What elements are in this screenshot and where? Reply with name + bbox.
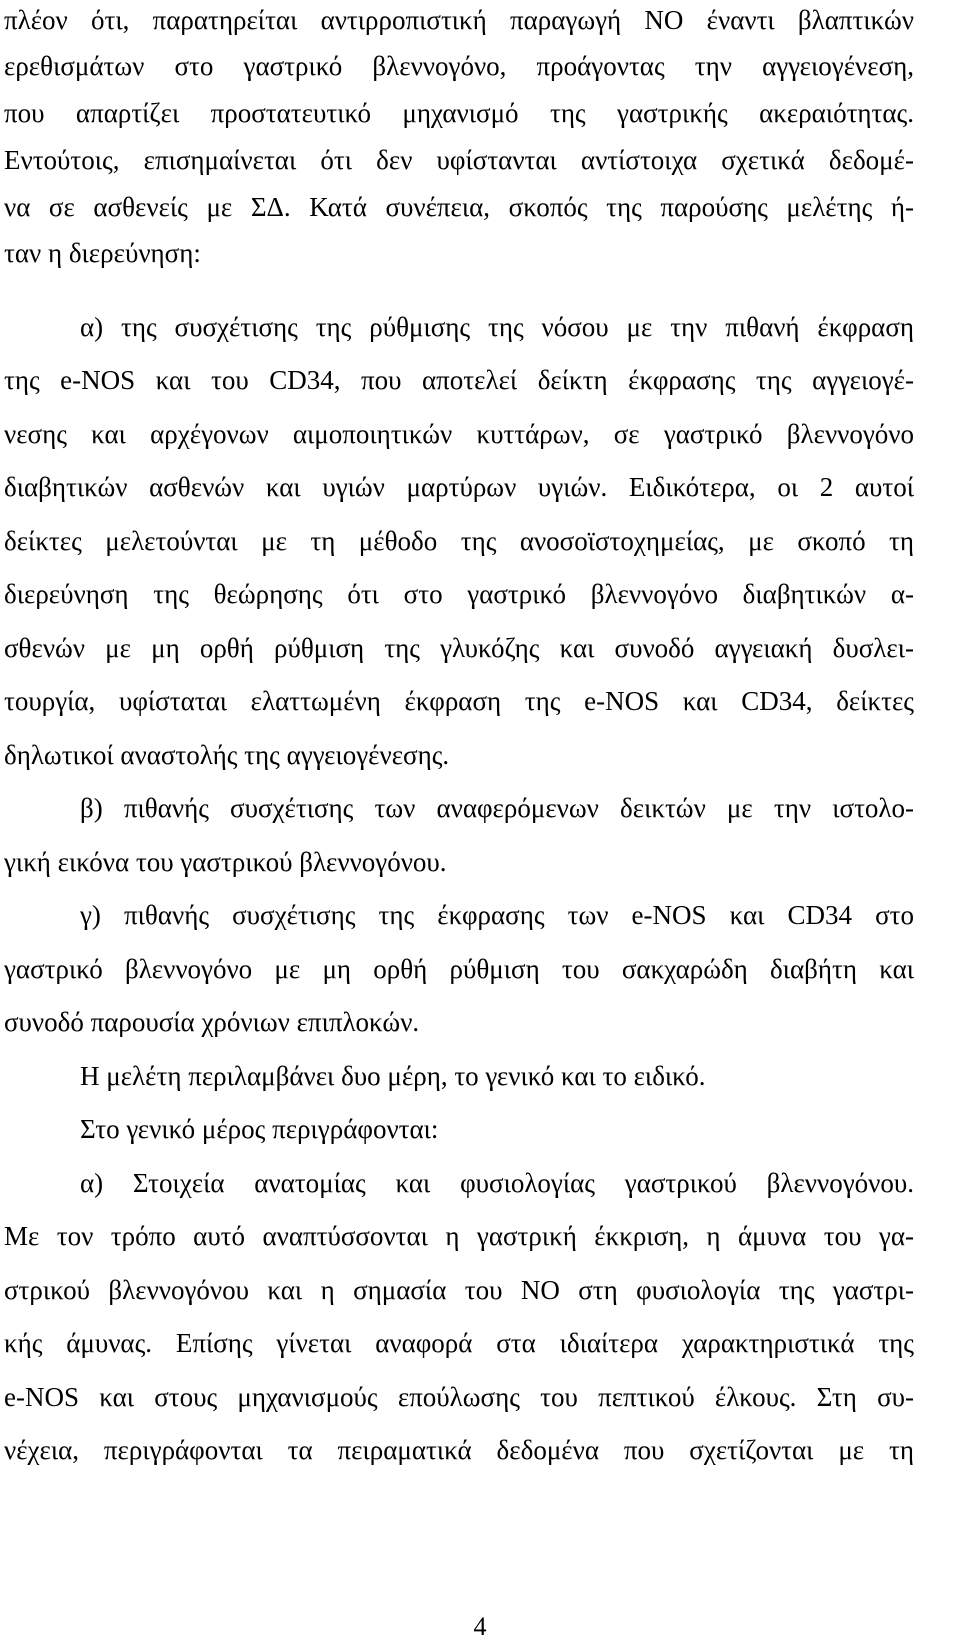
text-line: ταν η διερεύνηση:: [4, 238, 201, 268]
text-line: ερεθισμάτων στο γαστρικό βλεννογόνο, προάγοντας την αγγειογένεση,: [4, 51, 914, 81]
text-line: Με τον τρόπο αυτό αναπτύσσονται η γαστρική έκκριση, η άμυνα του γα-: [4, 1221, 914, 1251]
text-line: πλέον ότι, παρατηρείται αντιρροπιστική παραγωγή NO έναντι βλαπτικών: [4, 5, 914, 35]
text-line: α) Στοιχεία ανατομίας και φυσιολογίας γαστρικού βλεννογόνου.: [80, 1168, 914, 1198]
text-line: e-NOS και στους μηχανισμούς επούλωσης του πεπτικού έλκους. Στη συ-: [4, 1382, 914, 1412]
text-line: Εντούτοις, επισημαίνεται ότι δεν υφίστανται αντίστοιχα σχετικά δεδομέ-: [4, 145, 914, 175]
text-line: της e-NOS και του CD34, που αποτελεί δείκτη έκφρασης της αγγειογέ-: [4, 365, 914, 395]
text-line: β) πιθανής συσχέτισης των αναφερόμενων δεικτών με την ιστολο-: [80, 793, 914, 823]
text-line: στρικού βλεννογόνου και η σημασία του NO στη φυσιολογία της γαστρι-: [4, 1275, 914, 1305]
text-line: γαστρικό βλεννογόνο με μη ορθή ρύθμιση του σακχαρώδη διαβήτη και: [4, 954, 914, 984]
page-number: 4: [473, 1612, 487, 1641]
text-line: τουργία, υφίσταται ελαττωμένη έκφραση της e-NOS και CD34, δείκτες: [4, 686, 914, 716]
text-line: νέχεια, περιγράφονται τα πειραματικά δεδομένα που σχετίζονται με τη: [4, 1435, 914, 1465]
text-line: νεσης και αρχέγονων αιμοποιητικών κυττάρων, σε γαστρικό βλεννογόνο: [4, 419, 914, 449]
text-line: κής άμυνας. Επίσης γίνεται αναφορά στα ιδιαίτερα χαρακτηριστικά της: [4, 1328, 914, 1358]
text-line: που απαρτίζει προστατευτικό μηχανισμό της γαστρικής ακεραιότητας.: [4, 98, 914, 128]
text-line: δηλωτικοί αναστολής της αγγειογένεσης.: [4, 740, 450, 770]
text-line: γική εικόνα του γαστρικού βλεννογόνου.: [4, 847, 447, 877]
text-line: σθενών με μη ορθή ρύθμιση της γλυκόζης και συνοδό αγγειακή δυσλει-: [4, 633, 914, 663]
text-line: διαβητικών ασθενών και υγιών μαρτύρων υγιών. Ειδικότερα, οι 2 αυτοί: [4, 472, 914, 502]
text-line: Στο γενικό μέρος περιγράφονται:: [80, 1114, 439, 1144]
text-line: γ) πιθανής συσχέτισης της έκφρασης των e-NOS και CD34 στο: [80, 900, 914, 930]
text-line: α) της συσχέτισης της ρύθμισης της νόσου με την πιθανή έκφραση: [80, 312, 914, 342]
text-line: συνοδό παρουσία χρόνιων επιπλοκών.: [4, 1007, 420, 1037]
text-line: Η μελέτη περιλαμβάνει δυο μέρη, το γενικό και το ειδικό.: [80, 1061, 706, 1091]
text-line: δείκτες μελετούνται με τη μέθοδο της ανοσοϊστοχημείας, με σκοπό τη: [4, 526, 914, 556]
text-line: διερεύνηση της θεώρησης ότι στο γαστρικό βλεννογόνο διαβητικών α-: [4, 579, 914, 609]
text-line: να σε ασθενείς με ΣΔ. Κατά συνέπεια, σκοπός της παρούσης μελέτης ή-: [4, 192, 914, 222]
